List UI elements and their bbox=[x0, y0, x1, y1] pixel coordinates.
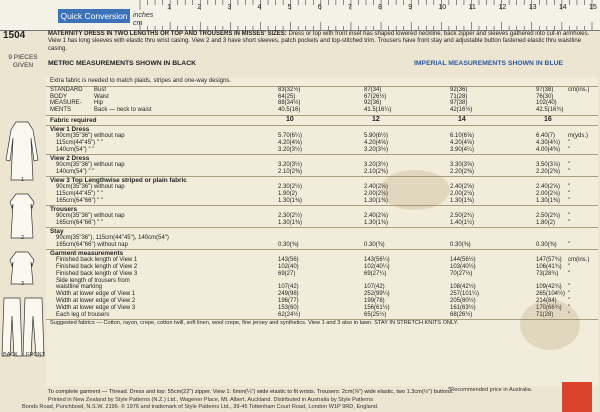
standard-label: BODY bbox=[50, 93, 68, 100]
quick-conversion-label: Quick Conversion bbox=[58, 9, 130, 23]
ruler-mark-label: 4 bbox=[257, 4, 262, 11]
imperial-header: IMPERIAL MEASUREMENTS SHOWN IN BLUE bbox=[414, 60, 564, 67]
garment-value: 153(60) bbox=[278, 304, 299, 311]
fabric-value: 3.90(4¼) bbox=[450, 146, 475, 153]
fabric-value: 4.30(4¾) bbox=[536, 139, 561, 146]
garment-value: 147(57¾) bbox=[536, 257, 562, 264]
garment-value: 68(26½) bbox=[450, 311, 473, 318]
ruler-unit-labels bbox=[133, 12, 153, 28]
table-rule bbox=[46, 249, 598, 250]
table-rule bbox=[46, 154, 598, 155]
fabric-row-label: 140cm(54") " " bbox=[56, 146, 95, 153]
garment-value: 71(28) bbox=[536, 311, 554, 318]
fabric-unit: " bbox=[568, 184, 571, 190]
fabric-row-label: 115cm(44"45") " " bbox=[56, 139, 103, 146]
fabric-value: 1.30(1⅜) bbox=[364, 219, 389, 226]
garment-value: 257(101¼) bbox=[450, 291, 480, 298]
ruler-mark-label: 15 bbox=[589, 4, 597, 11]
fabric-value: 2.00(2⅛) bbox=[536, 190, 561, 197]
fabric-value: 4.20(4⅝) bbox=[450, 139, 475, 146]
view-figure-label: BACK bbox=[3, 352, 18, 358]
standard-unit: cm(ins.) bbox=[568, 87, 590, 93]
garment-value: 102(40) bbox=[278, 263, 299, 270]
fabric-value: 1.90(2) bbox=[278, 190, 298, 197]
size-column-header: 16 bbox=[544, 116, 552, 123]
conversion-ruler bbox=[0, 0, 600, 31]
garment-value: 249(98) bbox=[278, 291, 299, 298]
fabric-unit: m(yds.) bbox=[568, 133, 588, 139]
standard-value: 64(25) bbox=[278, 93, 296, 100]
fabric-unit: " bbox=[568, 139, 571, 146]
garment-value: 107(42) bbox=[278, 284, 299, 291]
fabric-value: 3.20(3½) bbox=[364, 146, 389, 153]
fabric-value: 2.00(2⅛) bbox=[450, 190, 475, 197]
standard-value: 88(34½) bbox=[278, 100, 301, 107]
fabric-unit: " bbox=[568, 219, 571, 226]
garment-row-label: Finished back length of View 1 bbox=[56, 257, 138, 264]
garment-value: 144(56½) bbox=[450, 257, 476, 264]
garment-measurements-title: Garment measurements bbox=[50, 250, 124, 258]
standard-value: 97(38) bbox=[450, 100, 468, 107]
fabric-row-label: 90cm(35"36") without nap bbox=[56, 184, 125, 190]
fabric-value: 4.20(4⅝) bbox=[278, 139, 303, 146]
inches-label: inches bbox=[133, 12, 154, 19]
view-illustrations bbox=[0, 120, 46, 360]
garment-value: 102(40¼) bbox=[364, 263, 390, 270]
extra-fabric-note: Extra fabric is needed to match plaids, stripes and one-way designs. bbox=[50, 78, 232, 84]
garment-value: 143(56) bbox=[278, 257, 299, 264]
fabric-value: 5.70(6¼) bbox=[278, 133, 303, 139]
garment-row-label: Each leg of trousers bbox=[56, 311, 110, 318]
fabric-value: 1.30(1⅜) bbox=[278, 197, 303, 204]
ruler-mark-label: 12 bbox=[498, 4, 507, 11]
garment-value: 143(56¼) bbox=[364, 257, 390, 264]
fabric-value: 2.40(2⅝) bbox=[450, 184, 475, 190]
garment-value: 62(24½) bbox=[278, 311, 301, 318]
standard-row-label: Back — neck to waist bbox=[94, 106, 152, 113]
paper-stain bbox=[380, 170, 450, 210]
fabric-unit: " bbox=[568, 146, 571, 153]
garment-value: 252(99¼) bbox=[364, 291, 390, 298]
garment-value: 156(61½) bbox=[364, 304, 390, 311]
description-text: Dress or top with front inset has shaped lowered neckline, back zipper and sleeves gathered into cut-in armholes. View 1 has long sleeves with elastic thru wrist casing. View 2 and 3 have short sleeves, patch pockets and top-stitched trim. Trousers have front stay and adjustable button fastened elastic thru waistline casing. bbox=[48, 31, 590, 52]
garment-value: 205(80½) bbox=[450, 297, 476, 304]
fabric-value: 3.20(3½) bbox=[278, 146, 303, 153]
fabric-section-title: View 2 Dress bbox=[50, 154, 90, 162]
fabric-value: 0.30(⅜) bbox=[536, 241, 557, 248]
fabric-row-label: 140cm(54") " " bbox=[56, 168, 95, 175]
garment-unit: " bbox=[568, 284, 571, 291]
fabric-value: 3.30(3⅝) bbox=[450, 161, 475, 168]
fabric-unit: " bbox=[568, 241, 571, 248]
garment-value: 265(104½) bbox=[536, 291, 566, 298]
ruler-mark-label: 2 bbox=[197, 4, 202, 11]
fabric-value: 3.20(3½) bbox=[278, 161, 303, 168]
garment-value: 108(42½) bbox=[450, 284, 476, 291]
fabric-value: 2.40(2⅝) bbox=[536, 184, 561, 190]
fabric-value: 0.30(⅜) bbox=[278, 241, 299, 248]
garment-value: 170(66¾) bbox=[536, 304, 562, 311]
ruler-mark-label: 7 bbox=[347, 4, 352, 11]
garment-row-label: Side length of trousers from bbox=[56, 277, 130, 284]
fabric-value: 2.30(2½) bbox=[278, 212, 303, 219]
ruler-mark-label: 6 bbox=[317, 4, 322, 11]
fabric-value: 2.00(2⅛) bbox=[364, 190, 389, 197]
standard-value: 87(34) bbox=[364, 87, 382, 93]
fabric-row-label: 90cm(35"36") without nap bbox=[56, 161, 125, 168]
garment-unit: " bbox=[568, 291, 571, 298]
fabric-section-title: View 1 Dress bbox=[50, 126, 90, 133]
fabric-value: 2.10(2⅜) bbox=[278, 168, 303, 175]
garment-value: 69(27¼) bbox=[364, 270, 387, 277]
fabric-value: 2.20(2⅜) bbox=[450, 168, 475, 175]
pattern-number: 1504 bbox=[3, 30, 26, 41]
fabric-value: 1.30(1⅜) bbox=[278, 219, 303, 226]
ruler-mark-label: 10 bbox=[438, 4, 447, 11]
recommended-price-note: *Recommended price in Australia. bbox=[448, 387, 533, 393]
table-rule bbox=[46, 227, 598, 228]
top-view3-figure bbox=[10, 252, 34, 284]
fabric-unit: " bbox=[568, 212, 571, 219]
fabric-value: 1.80(2) bbox=[536, 219, 556, 226]
paper-stain bbox=[520, 297, 580, 350]
fabric-value: 0.30(⅜) bbox=[450, 241, 471, 248]
size-column-header: 14 bbox=[458, 116, 466, 123]
garment-value: 73(28¾) bbox=[536, 270, 559, 277]
fabric-row-label: 165cm(64"66") without nap bbox=[56, 241, 128, 248]
dress-view2-figure bbox=[10, 194, 34, 238]
pieces-given: 9 PIECES GIVEN bbox=[8, 54, 38, 69]
garment-row-label: waistline marking bbox=[56, 284, 103, 291]
garment-value: 103(40½) bbox=[450, 263, 476, 270]
standard-value: 42(16½) bbox=[450, 106, 473, 113]
garment-row-label: Width at lower edge of View 3 bbox=[56, 304, 136, 311]
view-figure-label: 1 bbox=[21, 177, 25, 183]
standard-row-label: Hip bbox=[94, 100, 104, 107]
fabric-value: 0.30(⅜) bbox=[364, 241, 385, 248]
garment-value: 65(25½) bbox=[364, 311, 387, 318]
fabric-row-label: 90cm(35"36"), 115cm(44"45"), 140cm(54") bbox=[56, 235, 169, 241]
ruler-mark-label: 13 bbox=[528, 4, 537, 11]
fabric-value: 3.20(3½) bbox=[364, 161, 389, 168]
fabric-value: 2.50(2¾) bbox=[450, 212, 475, 219]
standard-value: 41.5(16¼) bbox=[364, 106, 392, 113]
ruler-mark-label: 11 bbox=[468, 4, 476, 11]
dress-view1-figure bbox=[6, 122, 38, 180]
garment-value: 70(27½) bbox=[450, 270, 473, 277]
garment-row-label: Finished back length of View 3 bbox=[56, 270, 138, 277]
garment-value: 69(27) bbox=[278, 270, 296, 277]
ruler-mark-label: 3 bbox=[227, 4, 232, 11]
fabric-value: 1.30(1⅜) bbox=[364, 197, 389, 204]
ruler-mark-label: 5 bbox=[287, 4, 292, 11]
fabric-unit: " bbox=[568, 197, 571, 204]
fabric-unit: " bbox=[568, 161, 571, 168]
table-rule bbox=[46, 86, 598, 87]
standard-value: 102(40) bbox=[536, 100, 557, 107]
standard-value: 83(32½) bbox=[278, 87, 301, 93]
fabric-row-label: 115cm(44"45") " " bbox=[56, 190, 103, 197]
fabric-value: 2.50(2¾) bbox=[536, 212, 561, 219]
garment-row-label: Width at lower edge of View 2 bbox=[56, 297, 136, 304]
ruler-mark-label: 14 bbox=[558, 4, 567, 11]
garment-unit: " bbox=[568, 304, 571, 311]
view-figure-label: 2 bbox=[21, 235, 25, 241]
standard-label: MEASURE- bbox=[50, 100, 82, 107]
garment-value: 106(41¾) bbox=[536, 263, 562, 270]
standard-value: 71(28) bbox=[450, 93, 468, 100]
fabric-row-label: 165cm(64"66") " " bbox=[56, 197, 104, 204]
fabric-value: 2.30(2½) bbox=[278, 184, 303, 190]
fabric-row-label: 90cm(35"36") without nap bbox=[56, 212, 125, 219]
fabric-row-label: 165cm(64"66") " " bbox=[56, 219, 104, 226]
ruler-mark-label: 9 bbox=[408, 4, 413, 11]
fabric-unit: " bbox=[568, 190, 571, 197]
standard-label: STANDARD bbox=[50, 87, 83, 93]
fabric-value: 2.20(2⅜) bbox=[536, 168, 561, 175]
trousers-back-figure bbox=[2, 298, 22, 356]
garment-value: 199(78) bbox=[364, 297, 385, 304]
garment-unit: " bbox=[568, 311, 571, 318]
garment-row-label: Width at lower edge of View 1 bbox=[56, 291, 136, 298]
trousers-front-figure bbox=[23, 298, 44, 356]
metric-header: METRIC MEASUREMENTS SHOWN IN BLACK bbox=[48, 60, 197, 67]
fabric-value: 4.20(4⅝) bbox=[364, 139, 389, 146]
fabric-value: 4.00(4⅜) bbox=[536, 146, 561, 153]
standard-value: 67(26½) bbox=[364, 93, 387, 100]
garment-unit: cm(ins.) bbox=[568, 257, 590, 264]
pattern-description bbox=[48, 31, 596, 53]
garment-value: 161(63½) bbox=[450, 304, 476, 311]
standard-value: 92(36) bbox=[364, 100, 382, 107]
printer-footer-line1: Printed in New Zealand by Style Patterns (N.Z.) Ltd., Wagener Place, Mt. Albert, Auckland. Distributed in Australia by Style Patterns bbox=[48, 397, 373, 403]
fabric-required-title: Fabric required bbox=[50, 117, 97, 124]
suggested-fabrics-line: Suggested fabrics — Cotton, rayon, crepe, cotton twill, soft linen, wool crepe, fine jersey and synthetics. View 1 and 3 also in lawn. STAY IN STRETCH KNITS ONLY. bbox=[50, 320, 459, 327]
standard-value: 97(38) bbox=[536, 87, 554, 93]
table-rule bbox=[46, 115, 598, 116]
garment-value: 214(84) bbox=[536, 297, 557, 304]
table-rule bbox=[46, 125, 598, 126]
garment-value: 109(42¾) bbox=[536, 284, 562, 291]
standard-value: 76(30) bbox=[536, 93, 554, 100]
fabric-value: 5.90(6½) bbox=[364, 133, 389, 139]
to-complete-line: To complete garment — Thread. Dress and top: 55cm(22") zipper. View 1: 6mm(¼") wide elastic to fit wrists. Trousers: 2cm(⅞") wide elastic, two 1.3cm(½") buttons. bbox=[48, 389, 454, 395]
size-column-header: 10 bbox=[286, 116, 294, 123]
fabric-value: 3.50(3⅞) bbox=[536, 161, 561, 168]
fabric-value: 1.30(1⅜) bbox=[536, 197, 561, 204]
fabric-value: 2.40(2⅝) bbox=[364, 184, 389, 190]
garment-unit: " bbox=[568, 263, 571, 270]
fabric-section-title: Trousers bbox=[50, 205, 77, 213]
standard-row-label: Bust bbox=[94, 87, 107, 93]
printer-footer-line2: Bonds Road, Punchbowl, N.S.W. 2196. © 1976 and trademark of Style Patterns Ltd., 39-45 Tottenham Court Road, London W1P 9RD, England. bbox=[22, 404, 379, 410]
standard-value: 42.5(16¾) bbox=[536, 106, 564, 113]
standard-row-label: Waist bbox=[94, 93, 109, 100]
fabric-section-title: View 3 Top Lengthwise striped or plain fabric bbox=[50, 177, 187, 184]
measurement-table bbox=[46, 78, 598, 386]
standard-value: 92(36) bbox=[450, 87, 468, 93]
fabric-value: 2.40(2⅝) bbox=[364, 212, 389, 219]
table-rule bbox=[46, 205, 598, 206]
garment-unit: " bbox=[568, 270, 571, 277]
fabric-value: 6.40(7) bbox=[536, 133, 556, 139]
garment-unit: " bbox=[568, 297, 571, 304]
garment-row-label: Finished back length of View 2 bbox=[56, 263, 138, 270]
view-figure-label: 3 bbox=[21, 281, 25, 287]
garment-value: 107(42) bbox=[364, 284, 385, 291]
fabric-value: 2.10(2⅜) bbox=[364, 168, 389, 175]
description-title: MATERNITY DRESS IN TWO LENGTHS OR TOP AND TROUSERS IN MISSES' SIZES: bbox=[48, 31, 287, 37]
fabric-value: 1.30(1⅜) bbox=[450, 197, 475, 204]
ruler-mark-label: 8 bbox=[378, 4, 382, 11]
fabric-value: 1.40(1½) bbox=[450, 219, 475, 226]
fabric-value: 6.10(6⅝) bbox=[450, 133, 475, 139]
view-figure-label: FRONT bbox=[26, 352, 45, 358]
standard-label: MENTS bbox=[50, 106, 71, 113]
price-stamp bbox=[562, 382, 592, 412]
garment-value: 196(77) bbox=[278, 297, 299, 304]
fabric-unit: " bbox=[568, 168, 571, 175]
fabric-row-label: 90cm(35"36") without nap bbox=[56, 133, 125, 139]
ruler-mark-label: 1 bbox=[167, 4, 172, 11]
cm-label: cm bbox=[133, 20, 143, 27]
fabric-section-title: Stay bbox=[50, 228, 64, 235]
standard-value: 40.5(16) bbox=[278, 106, 301, 113]
size-column-header: 12 bbox=[372, 116, 380, 123]
